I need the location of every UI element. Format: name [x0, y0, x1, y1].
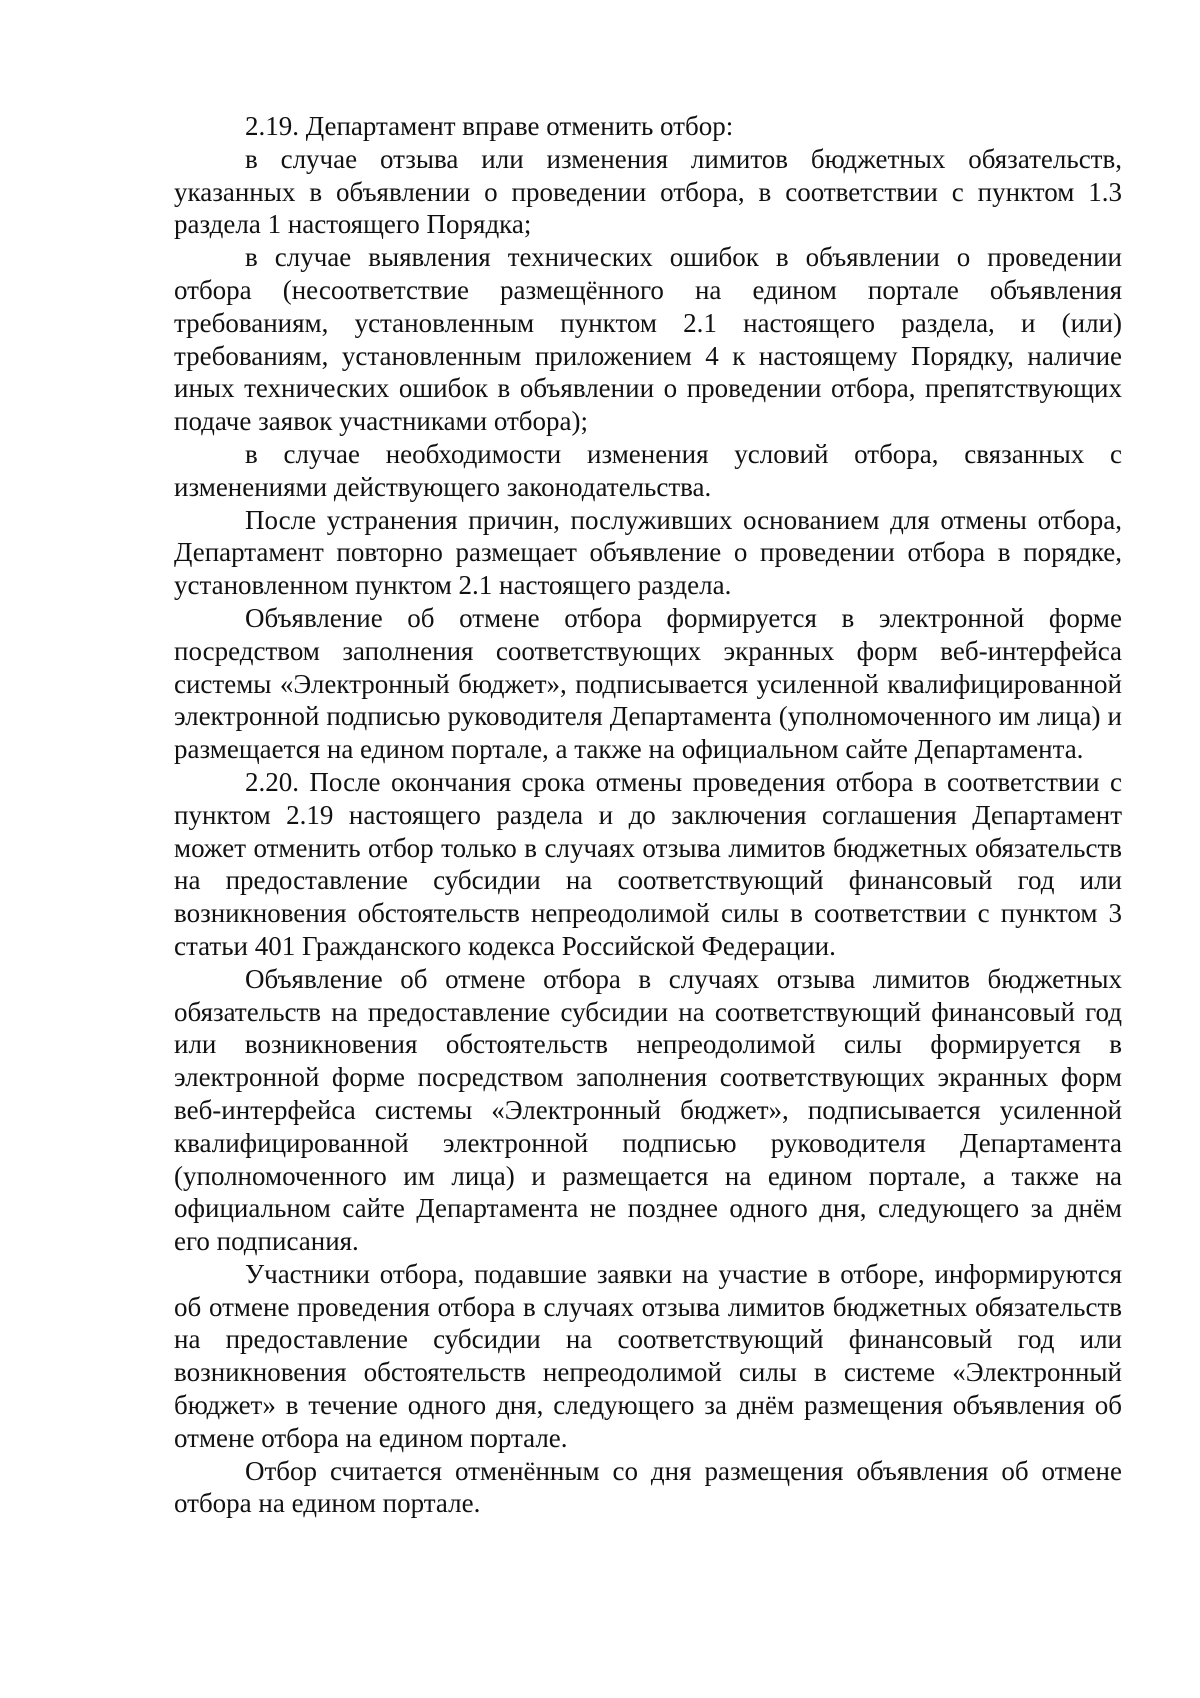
document-page — [174, 110, 1122, 1520]
paragraph-repeat-announcement: После устранения причин, послуживших основанием для отмены отбора, Департамент повторно размещает объявление о проведении отбора в порядке, установленном пунктом 2.1 настоящего раздела. — [174, 504, 1122, 601]
paragraph-participants-informed: Участники отбора, подавшие заявки на участие в отборе, информируются об отмене проведения отбора в случаях отзыва лимитов бюджетных обязательств на предоставление субсидии на соответствующий финансовый год или возникновения обстоятельств непреодолимой силы в системе «Электронный бюджет» в течение одного дня, следующего за днём размещения объявления об отмене отбора на едином портале. — [174, 1258, 1122, 1453]
paragraph-technical-errors: в случае выявления технических ошибок в объявлении о проведении отбора (несоответствие размещённого на едином портале объявления требованиям, установленным пунктом 2.1 настоящего раздела, и (или) требованиям, установленным приложением 4 к настоящему Порядку, наличие иных технических ошибок в объявлении о проведении отбора, препятствующих подаче заявок участниками отбора); — [174, 242, 1122, 437]
paragraph-cancellation-notice-form: Объявление об отмене отбора формируется в электронной форме посредством заполнения соответствующих экранных форм веб-интерфейса системы «Электронный бюджет», подписывается усиленной квалифицированной электронной подписью руководителя Департамента (уполномоченного им лица) и размещается на едином портале, а также на официальном сайте Департамента. — [174, 602, 1122, 765]
paragraph-selection-cancelled: Отбор считается отменённым со дня размещения объявления об отмене отбора на едином портале. — [174, 1455, 1122, 1519]
paragraph-cancellation-notice-force-majeure: Объявление об отмене отбора в случаях отзыва лимитов бюджетных обязательств на предоставление субсидии на соответствующий финансовый год или возникновения обстоятельств непреодолимой силы формируется в электронной форме посредством заполнения соответствующих экранных форм веб-интерфейса системы «Электронный бюджет», подписывается усиленной квалифицированной электронной подписью руководителя Департамента (уполномоченного им лица) и размещается на едином портале, а также на официальном сайте Департамента не позднее одного дня, следующего за днём его подписания. — [174, 963, 1122, 1257]
paragraph-legislation-change: в случае необходимости изменения условий отбора, связанных с изменениями действующего законодательства. — [174, 438, 1122, 502]
paragraph-2-19-heading: 2.19. Департамент вправе отменить отбор: — [245, 111, 734, 141]
paragraph-limits-withdrawal: в случае отзыва или изменения лимитов бюджетных обязательств, указанных в объявлении о проведении отбора, в соответствии с пунктом 1.3 раздела 1 настоящего Порядка; — [174, 143, 1122, 240]
paragraph-2-20: 2.20. После окончания срока отмены проведения отбора в соответствии с пунктом 2.19 настоящего раздела и до заключения соглашения Департамент может отменить отбор только в случаях отзыва лимитов бюджетных обязательств на предоставление субсидии на соответствующий финансовый год или возникновения обстоятельств непреодолимой силы в соответствии с пунктом 3 статьи 401 Гражданского кодекса Российской Федерации. — [174, 766, 1122, 961]
